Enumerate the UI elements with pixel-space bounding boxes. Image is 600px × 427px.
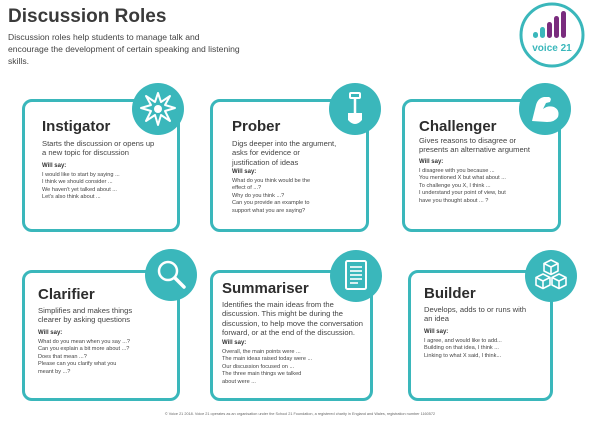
phrase: support what you are saying?: [232, 207, 306, 214]
footer-text: © Voice 21 2018. Voice 21 operates as an organisation under the School 21 Foundation, a registered charity in England and Wales, registration number 1160572: [164, 412, 436, 416]
document-icon: [330, 250, 382, 302]
prober-will-say: Will say:: [232, 169, 257, 175]
phrase: Overall, the main points were ...: [222, 349, 301, 355]
desc-line: a new topic for discussion: [42, 148, 129, 158]
phrase: Let's also think about ...: [42, 194, 101, 201]
phrase: Why do you think ...?: [232, 192, 285, 199]
phrase: have you thought about ... ?: [419, 197, 489, 204]
desc-line: Simplifies and makes things: [38, 306, 133, 315]
starburst-icon: [132, 83, 184, 135]
blocks-icon: [525, 250, 577, 302]
builder-will-say: Will say:: [424, 329, 449, 335]
intro-line: skills.: [8, 56, 30, 66]
phrase: You mentioned X but what about ...: [419, 175, 506, 182]
logo-text: voice 21: [532, 43, 572, 54]
instigator-description: [42, 139, 154, 158]
prober-badge: [329, 83, 381, 135]
instigator-will-say: Will say:: [42, 163, 67, 169]
prober-title: Prober: [232, 118, 281, 135]
desc-line: asks for evidence or: [232, 148, 300, 158]
builder-title: Builder: [424, 285, 476, 302]
desc-line: justification of ideas: [232, 157, 299, 167]
desc-line: Identifies the main ideas from the: [222, 300, 334, 309]
desc-line: Gives reasons to disagree or: [419, 136, 517, 145]
summariser-title: Summariser: [222, 280, 309, 297]
phrase: We haven't yet talked about ...: [42, 186, 117, 193]
desc-line: Starts the discussion or opens up: [42, 139, 155, 148]
phrase: Building on that idea, I think ...: [424, 345, 499, 352]
phrase: To challenge you X, I think ...: [419, 182, 491, 189]
phrase: Can you provide an example to: [232, 200, 310, 207]
page-title: Discussion Roles: [8, 6, 167, 27]
clarifier-badge: [145, 249, 197, 301]
builder-badge: [525, 250, 577, 302]
desc-line: clearer by asking questions: [38, 315, 131, 325]
voice21-logo: [519, 2, 585, 68]
intro-text: [8, 31, 278, 67]
builder-description: [424, 305, 526, 324]
phrase: effect of ...?: [232, 185, 262, 192]
summariser-phrases: [222, 349, 312, 386]
instigator-badge: [132, 83, 184, 135]
phrase: Linking to what X said, I think...: [424, 352, 502, 359]
summariser-badge: [330, 250, 382, 302]
phrase: I understand your point of view, but: [419, 190, 506, 197]
summariser-will-say: Will say:: [222, 340, 247, 346]
instigator-title: Instigator: [42, 118, 111, 135]
phrase: I would like to start by saying ...: [42, 172, 120, 178]
challenger-phrases: [419, 168, 506, 205]
desc-line: forward, or at the end of the discussion.: [222, 328, 355, 338]
phrase: Please can you clarify what you: [38, 361, 117, 368]
phrase: The three main things we talked: [222, 371, 302, 378]
challenger-badge: [519, 83, 571, 135]
phrase: What do you think would be the: [232, 178, 311, 184]
desc-line: an idea: [424, 314, 449, 324]
clarifier-description: [38, 306, 132, 325]
magnifier-icon: [145, 249, 197, 301]
shovel-icon: [329, 83, 381, 135]
phrase: Our discussion focused on ...: [222, 363, 295, 370]
challenger-title: Challenger: [419, 118, 497, 135]
desc-line: discussion, to help move the conversation: [222, 318, 363, 328]
clarifier-phrases: [38, 339, 130, 376]
prober-description: [232, 139, 336, 167]
phrase: Does that mean ...?: [38, 353, 87, 360]
phrase: about were ...: [222, 378, 256, 385]
desc-line: discussion. This might be during the: [222, 309, 344, 319]
phrase: I agree, and would like to add...: [424, 338, 502, 344]
phrase: What do you mean when you say ...?: [38, 339, 131, 345]
phrase: I think we should consider ...: [42, 179, 113, 186]
phrase: meant by ...?: [38, 368, 71, 375]
instigator-phrases: [42, 172, 120, 202]
phrase: Can you explain a bit more about ...?: [38, 346, 130, 353]
phrase: I disagree with you because ...: [419, 168, 495, 174]
flexed-arm-icon: [519, 83, 571, 135]
prober-phrases: [232, 178, 310, 215]
desc-line: presents an alternative argument: [419, 145, 531, 155]
intro-line: encourage the development of certain speaking and listening: [8, 44, 240, 54]
challenger-will-say: Will say:: [419, 159, 444, 165]
intro-line: Discussion roles help students to manage talk and: [8, 32, 200, 42]
summariser-description: [222, 300, 363, 338]
clarifier-title: Clarifier: [38, 286, 95, 303]
clarifier-will-say: Will say:: [38, 330, 63, 336]
phrase: The main ideas raised today were ...: [222, 356, 313, 363]
desc-line: Digs deeper into the argument,: [232, 139, 337, 148]
challenger-description: [419, 136, 530, 155]
desc-line: Develops, adds to or runs with: [424, 305, 527, 314]
builder-phrases: [424, 338, 502, 360]
